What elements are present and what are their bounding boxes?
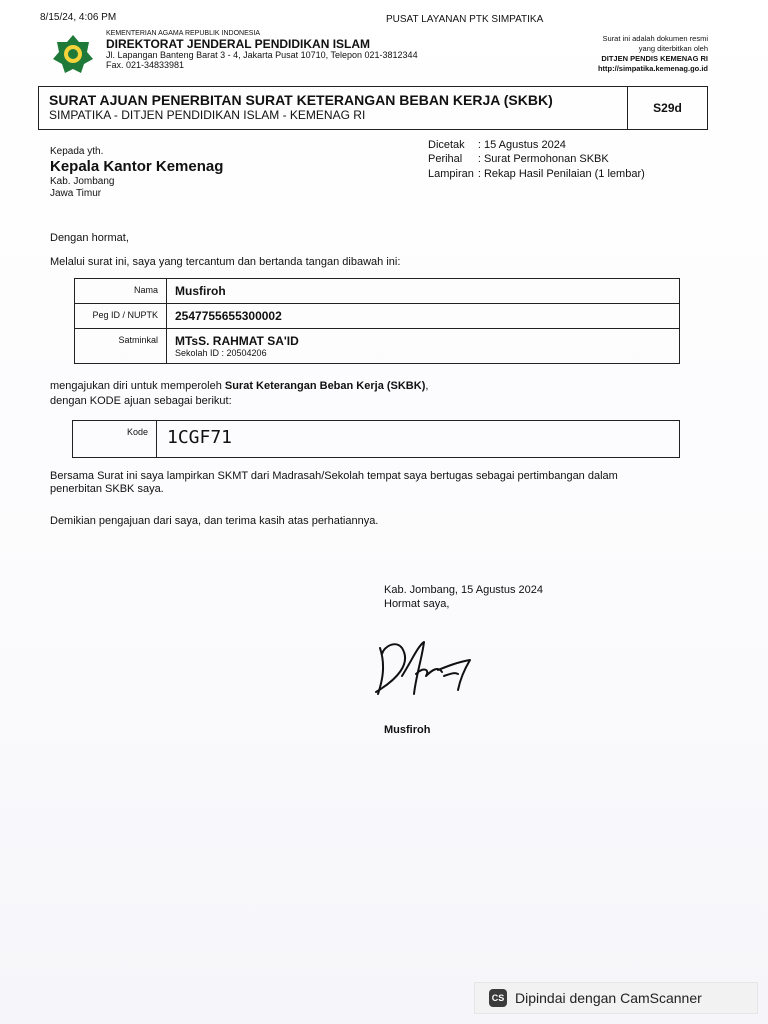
meta-row: [428, 152, 649, 166]
unit-value: MTsS. RAHMAT SA'ID: [175, 334, 299, 348]
title-box: [38, 86, 708, 130]
official-document-note: [598, 34, 708, 75]
meta-label: Perihal: [428, 153, 463, 166]
meta-value: : Surat Permohonan SKBK: [477, 153, 609, 166]
apply-line-1: [50, 380, 428, 392]
attachment-line-1: Bersama Surat ini saya lampirkan SKMT dari Madrasah/Sekolah tempat saya bertugas sebagai pertimbangan dalam: [50, 470, 618, 482]
directorate-name: DIREKTORAT JENDERAL PENDIDIKAN ISLAM: [106, 36, 371, 51]
letterhead: [106, 30, 418, 71]
ministry-name: KEMENTERIAN AGAMA REPUBLIK INDONESIA: [106, 30, 261, 37]
note-url: http://simpatika.kemenag.go.id: [597, 64, 708, 74]
identity-row-unit: [75, 329, 679, 363]
unit-label: Satminkal: [75, 329, 167, 363]
recipient-city: Kab. Jombang: [50, 176, 115, 187]
print-timestamp: 8/15/24, 4:06 PM: [40, 12, 117, 23]
meta-value: : 15 Agustus 2024: [477, 139, 566, 151]
document-subtitle: SIMPATIKA - DITJEN PENDIDIKAN ISLAM - KEMENAG RI: [49, 108, 366, 122]
camscanner-label: Dipindai dengan CamScanner: [515, 990, 702, 1006]
service-title: PUSAT LAYANAN PTK SIMPATIKA: [386, 14, 544, 25]
recipient-province: Jawa Timur: [50, 188, 102, 199]
kode-box: [72, 420, 680, 458]
apply-text: mengajukan diri untuk memperoleh: [50, 380, 225, 392]
fax: Fax. 021-34833981: [106, 59, 185, 70]
identity-row-id: [75, 304, 679, 329]
meta-label: Dicetak: [428, 139, 465, 151]
apply-punct: ,: [425, 380, 429, 392]
meta-row: [428, 167, 649, 181]
signer-name: Musfiroh: [384, 724, 431, 736]
meta-value: : Rekap Hasil Penilaian (1 lembar): [477, 167, 645, 180]
identity-table: [74, 278, 680, 364]
intro-text: Melalui surat ini, saya yang tercantum dan bertanda tangan dibawah ini:: [50, 256, 401, 268]
note-issuer: DITJEN PENDIS KEMENAG RI: [601, 54, 708, 64]
place-date: Kab. Jombang, 15 Agustus 2024: [384, 584, 544, 596]
id-label: Peg ID / NUPTK: [75, 304, 167, 328]
closing-text: Demikian pengajuan dari saya, dan terima kasih atas perhatiannya.: [50, 515, 379, 527]
kode-value: 1CGF71: [167, 427, 233, 448]
address: Jl. Lapangan Banteng Barat 3 - 4, Jakarta Pusat 10710, Telepon 021-3812344: [106, 49, 418, 60]
name-label: Nama: [75, 279, 167, 303]
camscanner-watermark: [474, 982, 758, 1014]
note-line-1: Surat ini adalah dokumen resmi: [602, 34, 708, 43]
id-value: 2547755655300002: [175, 309, 282, 323]
apply-line-2: dengan KODE ajuan sebagai berikut:: [50, 395, 232, 407]
meta-label: Lampiran: [428, 167, 474, 180]
name-value: Musfiroh: [175, 284, 226, 298]
letter-meta: [428, 138, 649, 181]
attachment-line-2: penerbitan SKBK saya.: [50, 483, 164, 495]
school-id: Sekolah ID : 20504206: [175, 348, 267, 358]
recipient-name: Kepala Kantor Kemenag: [50, 158, 224, 175]
unit-cell: [167, 329, 307, 363]
note-line-2: yang diterbitkan oleh: [638, 44, 708, 54]
recipient-block: [50, 146, 223, 200]
handwritten-signature: [372, 636, 482, 702]
recipient-salutation: Kepada yth.: [50, 146, 104, 157]
camscanner-icon: CS: [489, 989, 507, 1007]
document-title: SURAT AJUAN PENERBITAN SURAT KETERANGAN BEBAN KERJA (SKBK): [49, 92, 553, 108]
regards: Hormat saya,: [384, 598, 450, 610]
identity-row-name: [75, 279, 679, 304]
ministry-logo-icon: [52, 34, 94, 74]
meta-row: [428, 138, 649, 152]
greeting: Dengan hormat,: [50, 232, 129, 244]
apply-skbk: Surat Keterangan Beban Kerja (SKBK): [224, 380, 426, 392]
kode-label: Kode: [73, 421, 157, 457]
form-code: S29d: [653, 101, 682, 115]
